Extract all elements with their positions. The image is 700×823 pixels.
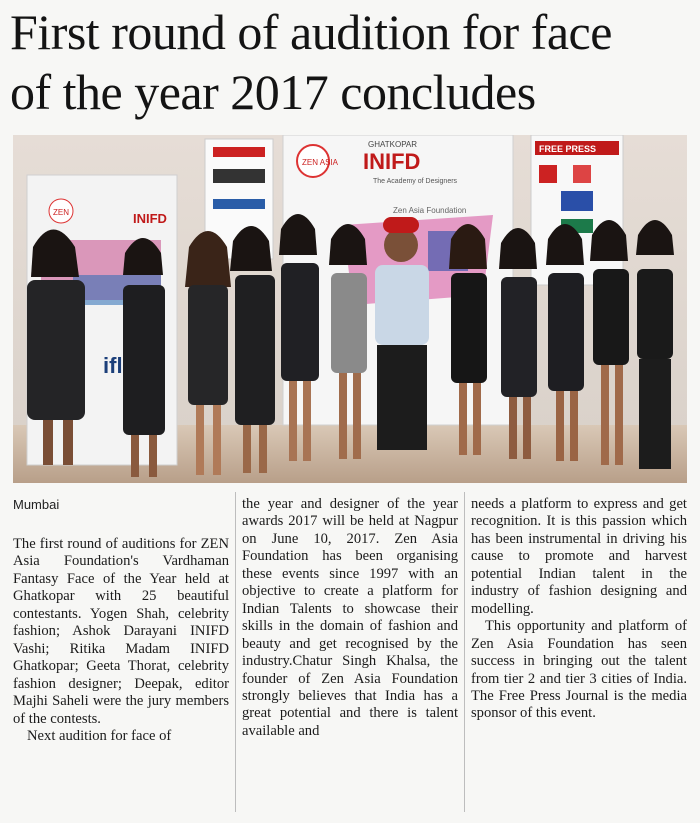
paragraph: This opportunity and platform of Zen Asia Foundation has seen success in bringing out the talent from tier 2 and tier 3 cities of India. The Free Press Journal is the media sponsor of this event.: [471, 618, 687, 722]
article-column-3: [471, 496, 687, 723]
article-column-1: [13, 496, 229, 745]
svg-text:FREE PRESS: FREE PRESS: [539, 144, 597, 154]
svg-text:INIFD: INIFD: [363, 149, 421, 174]
group-photo: [13, 135, 687, 483]
column-rule: [235, 492, 236, 812]
headline: [10, 2, 692, 122]
svg-text:ZEN ASIA: ZEN ASIA: [302, 158, 339, 167]
column-rule: [464, 492, 465, 812]
paragraph: The first round of auditions for ZEN Asia Foundation's Vardhaman Fantasy Face of the Year held at Ghatkopar with 25 beautiful contestants. Yogen Shah, celebrity fashion; Ashok Darayani INIFD Vashi; Ritika Madam INIFD Ghatkopar; Geeta Thorat, celebrity fashion designer; Deepak, editor Majhi Saheli were the jury members of the contests.: [13, 536, 229, 727]
headline-line-1: First round of audition for face: [10, 4, 612, 60]
svg-text:GHATKOPAR: GHATKOPAR: [368, 140, 418, 149]
headline-line-2: of the year 2017 concludes: [10, 64, 536, 120]
dateline: Mumbai: [13, 497, 60, 512]
svg-text:The Academy of Designers: The Academy of Designers: [373, 178, 458, 185]
svg-text:ZEN: ZEN: [53, 208, 69, 217]
svg-text:ifl: ifl: [103, 353, 123, 378]
paragraph: needs a platform to express and get recognition. It is this passion which has been instrumental in driving his cause to promote and harvest potential Indian talent in the industry of fashion designing and modelling.: [471, 496, 687, 617]
paragraph: the year and designer of the year awards 2017 will be held at Nagpur on June 10, 2017. Zen Asia Foundation has been organising these events since 1997 with an objective to create a platform for Indian Talents to showcase their skills in the domain of fashion and beauty and get recognised by the industry.Chatur Singh Khalsa, the founder of Zen Asia Foundation strongly believes that India has a great potential and there is talent available and: [242, 496, 458, 739]
svg-text:INIFD: INIFD: [133, 211, 167, 226]
paragraph: Next audition for face of: [27, 727, 172, 744]
article-column-2: [242, 496, 458, 740]
svg-text:Zen Asia Foundation: Zen Asia Foundation: [393, 206, 467, 215]
